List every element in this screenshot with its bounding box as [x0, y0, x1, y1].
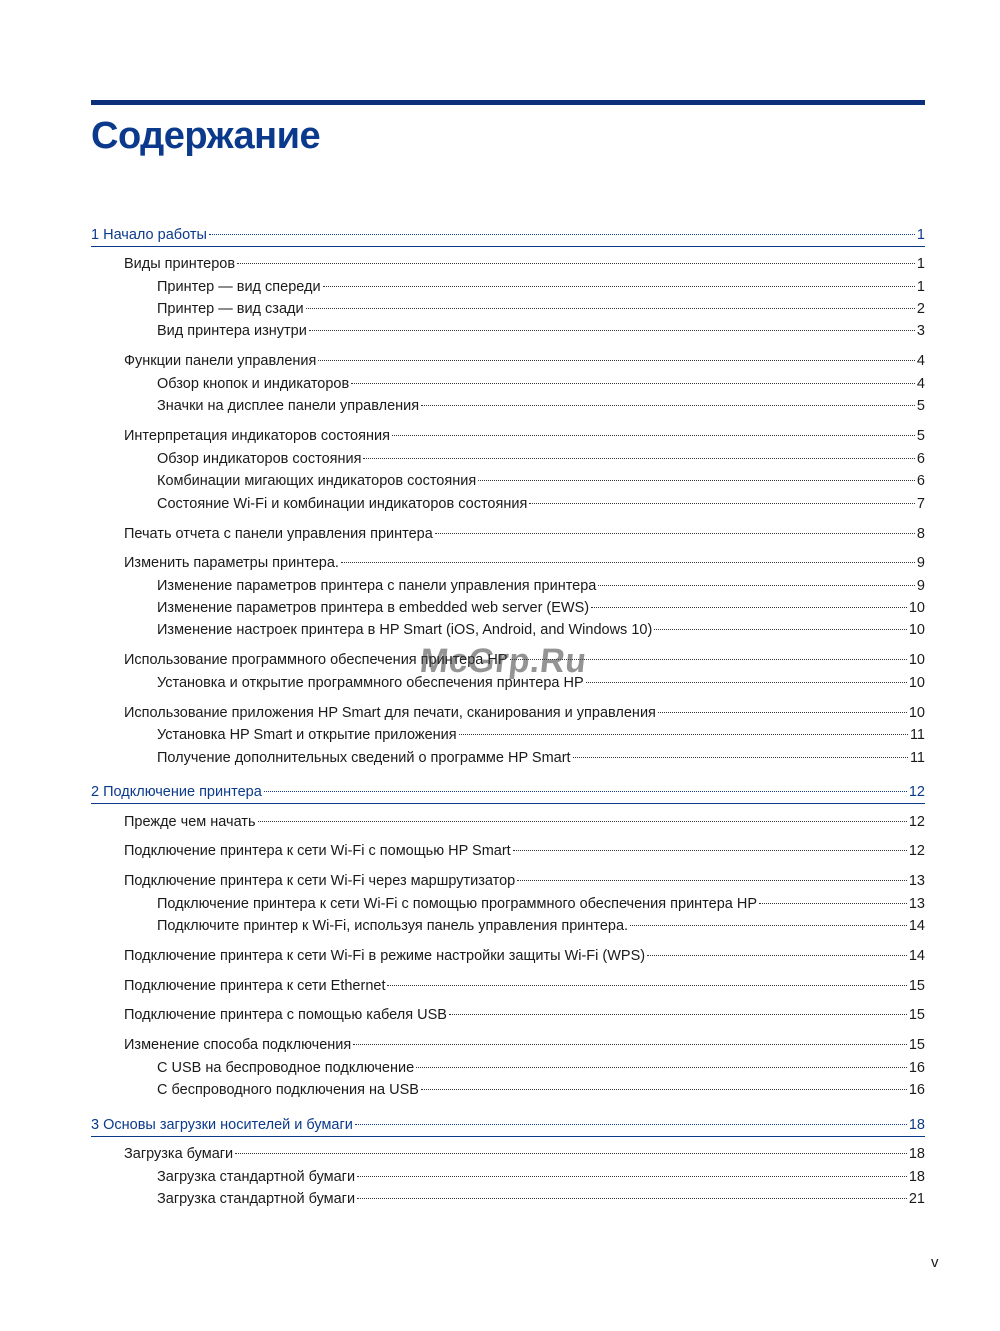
toc-entry[interactable] — [157, 725, 925, 745]
toc-entry[interactable] — [157, 299, 925, 319]
toc-leader — [459, 734, 908, 735]
toc-label: Загрузка стандартной бумаги — [157, 1169, 356, 1185]
toc-leader — [517, 880, 907, 881]
chapter-rule — [91, 803, 925, 804]
toc-entry[interactable] — [157, 598, 925, 618]
toc-label: Использование программного обеспечения принтера HP — [124, 652, 508, 668]
toc-label: Установка HP Smart и открытие приложения — [157, 727, 457, 743]
toc-entry[interactable] — [124, 426, 925, 446]
toc-label: Подключение принтера с помощью кабеля USB — [124, 1007, 447, 1023]
toc-label: Подключение принтера к сети Wi-Fi с помощью программного обеспечения принтера HP — [157, 896, 758, 912]
toc-page: 4 — [916, 353, 925, 369]
toc-entry[interactable] — [124, 841, 925, 861]
toc-leader — [323, 286, 915, 287]
toc-chapter-1[interactable] — [91, 225, 925, 245]
toc-label: Изменение параметров принтера с панели управления принтера — [157, 578, 597, 594]
toc-entry[interactable] — [157, 494, 925, 514]
toc-leader — [235, 1153, 907, 1154]
toc-page: 6 — [916, 451, 925, 467]
toc-page: 10 — [908, 675, 925, 691]
toc-leader — [351, 383, 915, 384]
toc-leader — [357, 1176, 907, 1177]
toc-entry[interactable] — [124, 1035, 925, 1055]
toc-entry[interactable] — [157, 1189, 925, 1209]
toc-label: Вид принтера изнутри — [157, 323, 307, 339]
toc-leader — [478, 480, 915, 481]
toc-entry[interactable] — [157, 396, 925, 416]
toc-leader — [309, 330, 915, 331]
toc-entry[interactable] — [157, 1080, 925, 1100]
toc-page: 6 — [916, 473, 925, 489]
toc-label: Функции панели управления — [124, 353, 317, 369]
toc-entry[interactable] — [157, 894, 925, 914]
toc-label: Обзор кнопок и индикаторов — [157, 376, 350, 392]
toc-label: Печать отчета с панели управления принтера — [124, 526, 433, 542]
toc-entry[interactable] — [124, 524, 925, 544]
toc-page: 13 — [908, 896, 925, 912]
toc-leader — [258, 821, 907, 822]
toc-label: Интерпретация индикаторов состояния — [124, 428, 390, 444]
toc-leader — [529, 503, 915, 504]
page-number: v — [931, 1254, 939, 1271]
toc-leader — [209, 234, 915, 235]
toc-leader — [363, 458, 914, 459]
toc-label: Изменение способа подключения — [124, 1037, 352, 1053]
toc-leader — [392, 435, 915, 436]
chapter-rule — [91, 246, 925, 247]
toc-label: Загрузка бумаги — [124, 1146, 234, 1162]
toc-label: Комбинации мигающих индикаторов состояния — [157, 473, 477, 489]
toc-leader — [658, 712, 907, 713]
toc-page: 18 — [908, 1146, 925, 1162]
toc-label: Подключение принтера к сети Wi-Fi в режиме настройки защиты Wi-Fi (WPS) — [124, 948, 646, 964]
toc-entry[interactable] — [157, 620, 925, 640]
page-title: Содержание — [91, 115, 321, 157]
toc-entry[interactable] — [157, 1058, 925, 1078]
toc-label: Установка и открытие программного обеспечения принтера HP — [157, 675, 584, 691]
toc-entry[interactable] — [157, 277, 925, 297]
toc-page: 15 — [908, 1037, 925, 1053]
toc-label: Принтер — вид сзади — [157, 301, 304, 317]
toc-entry[interactable] — [124, 703, 925, 723]
toc-entry[interactable] — [157, 321, 925, 341]
toc-leader — [647, 955, 907, 956]
toc-page: 16 — [908, 1060, 925, 1076]
toc-label: С USB на беспроводное подключение — [157, 1060, 415, 1076]
toc-page: 11 — [909, 727, 925, 743]
toc-label: 1 Начало работы — [91, 227, 207, 243]
toc-entry[interactable] — [157, 449, 925, 469]
toc-label: Использование приложения HP Smart для печати, сканирования и управления — [124, 705, 656, 721]
toc-page: 2 — [916, 301, 925, 317]
toc-page: 12 — [908, 814, 925, 830]
toc-leader — [573, 757, 908, 758]
toc-page: 13 — [908, 873, 925, 889]
toc-entry[interactable] — [124, 1144, 925, 1164]
toc-entry[interactable] — [157, 916, 925, 936]
toc-leader — [341, 562, 915, 563]
toc-label: Прежде чем начать — [124, 814, 256, 830]
toc-label: Состояние Wi-Fi и комбинации индикаторов состояния — [157, 496, 528, 512]
toc-leader — [630, 925, 907, 926]
toc-leader — [357, 1198, 907, 1199]
toc-label: Принтер — вид спереди — [157, 279, 321, 295]
toc-page: 18 — [908, 1169, 925, 1185]
toc-entry[interactable] — [124, 946, 925, 966]
toc-label: 2 Подключение принтера — [91, 784, 262, 800]
toc-label: Обзор индикаторов состояния — [157, 451, 362, 467]
toc-leader — [306, 308, 915, 309]
toc-leader — [421, 405, 915, 406]
toc-page: 11 — [909, 750, 925, 766]
toc-entry[interactable] — [124, 254, 925, 274]
toc-entry[interactable] — [124, 553, 925, 573]
toc-label: Получение дополнительных сведений о программе HP Smart — [157, 750, 571, 766]
watermark: McGrp.Ru — [418, 642, 589, 680]
toc-page: 3 — [916, 323, 925, 339]
toc-entry[interactable] — [157, 1167, 925, 1187]
toc-leader — [586, 682, 907, 683]
toc-page: 15 — [908, 1007, 925, 1023]
toc-leader — [318, 360, 915, 361]
toc-entry[interactable] — [157, 374, 925, 394]
toc-page: 9 — [916, 578, 925, 594]
toc-page: 5 — [916, 428, 925, 444]
toc-label: 3 Основы загрузки носителей и бумаги — [91, 1117, 353, 1133]
toc-label: Подключение принтера к сети Wi-Fi с помощью HP Smart — [124, 843, 511, 859]
toc-label: С беспроводного подключения на USB — [157, 1082, 419, 1098]
toc-leader — [435, 533, 915, 534]
toc-page: 10 — [908, 652, 925, 668]
toc-label: Подключение принтера к сети Wi-Fi через маршрутизатор — [124, 873, 516, 889]
toc-leader — [449, 1014, 907, 1015]
toc-leader — [654, 629, 907, 630]
toc-label: Подключите принтер к Wi-Fi, используя панель управления принтера. — [157, 918, 629, 934]
toc-entry[interactable] — [157, 748, 925, 768]
chapter-rule — [91, 1136, 925, 1137]
toc-page: 10 — [908, 622, 925, 638]
toc-chapter-2[interactable] — [91, 782, 925, 802]
toc-label: Изменение параметров принтера в embedded web server (EWS) — [157, 600, 590, 616]
toc-entry[interactable] — [124, 351, 925, 371]
toc-page: 12 — [908, 784, 925, 800]
toc-label: Подключение принтера к сети Ethernet — [124, 978, 386, 994]
toc-page: 1 — [916, 279, 925, 295]
toc-page: 15 — [908, 978, 925, 994]
toc-entry[interactable] — [157, 471, 925, 491]
toc-page: 14 — [908, 918, 925, 934]
toc-leader — [387, 985, 906, 986]
toc-page: 4 — [916, 376, 925, 392]
top-rule — [91, 100, 925, 105]
toc-leader — [264, 791, 907, 792]
toc-leader — [355, 1124, 907, 1125]
toc-entry[interactable] — [157, 576, 925, 596]
toc-label: Загрузка стандартной бумаги — [157, 1191, 356, 1207]
toc-entry[interactable] — [124, 871, 925, 891]
toc-page: 10 — [908, 600, 925, 616]
toc-label: Изменить параметры принтера. — [124, 555, 339, 571]
toc-page: 14 — [908, 948, 925, 964]
toc-page: 1 — [916, 256, 925, 272]
toc-leader — [598, 585, 915, 586]
toc-page: 12 — [908, 843, 925, 859]
toc-label: Виды принтеров — [124, 256, 236, 272]
toc-leader — [759, 903, 907, 904]
toc-leader — [513, 850, 907, 851]
toc-leader — [416, 1067, 907, 1068]
toc-page: 16 — [908, 1082, 925, 1098]
toc-page: 1 — [916, 227, 925, 243]
toc-leader — [237, 263, 915, 264]
toc-page: 9 — [916, 555, 925, 571]
toc-page: 10 — [908, 705, 925, 721]
toc-page: 21 — [908, 1191, 925, 1207]
toc-entry[interactable] — [124, 976, 925, 996]
toc-page: 5 — [916, 398, 925, 414]
toc-leader — [591, 607, 907, 608]
toc-leader — [353, 1044, 907, 1045]
toc-entry[interactable] — [124, 812, 925, 832]
toc-leader — [421, 1089, 907, 1090]
toc-chapter-3[interactable] — [91, 1115, 925, 1135]
toc-label: Изменение настроек принтера в HP Smart (iOS, Android, and Windows 10) — [157, 622, 653, 638]
toc-label: Значки на дисплее панели управления — [157, 398, 420, 414]
toc-page: 18 — [908, 1117, 925, 1133]
toc-entry[interactable] — [124, 1005, 925, 1025]
toc-page: 8 — [916, 526, 925, 542]
toc-page: 7 — [916, 496, 925, 512]
